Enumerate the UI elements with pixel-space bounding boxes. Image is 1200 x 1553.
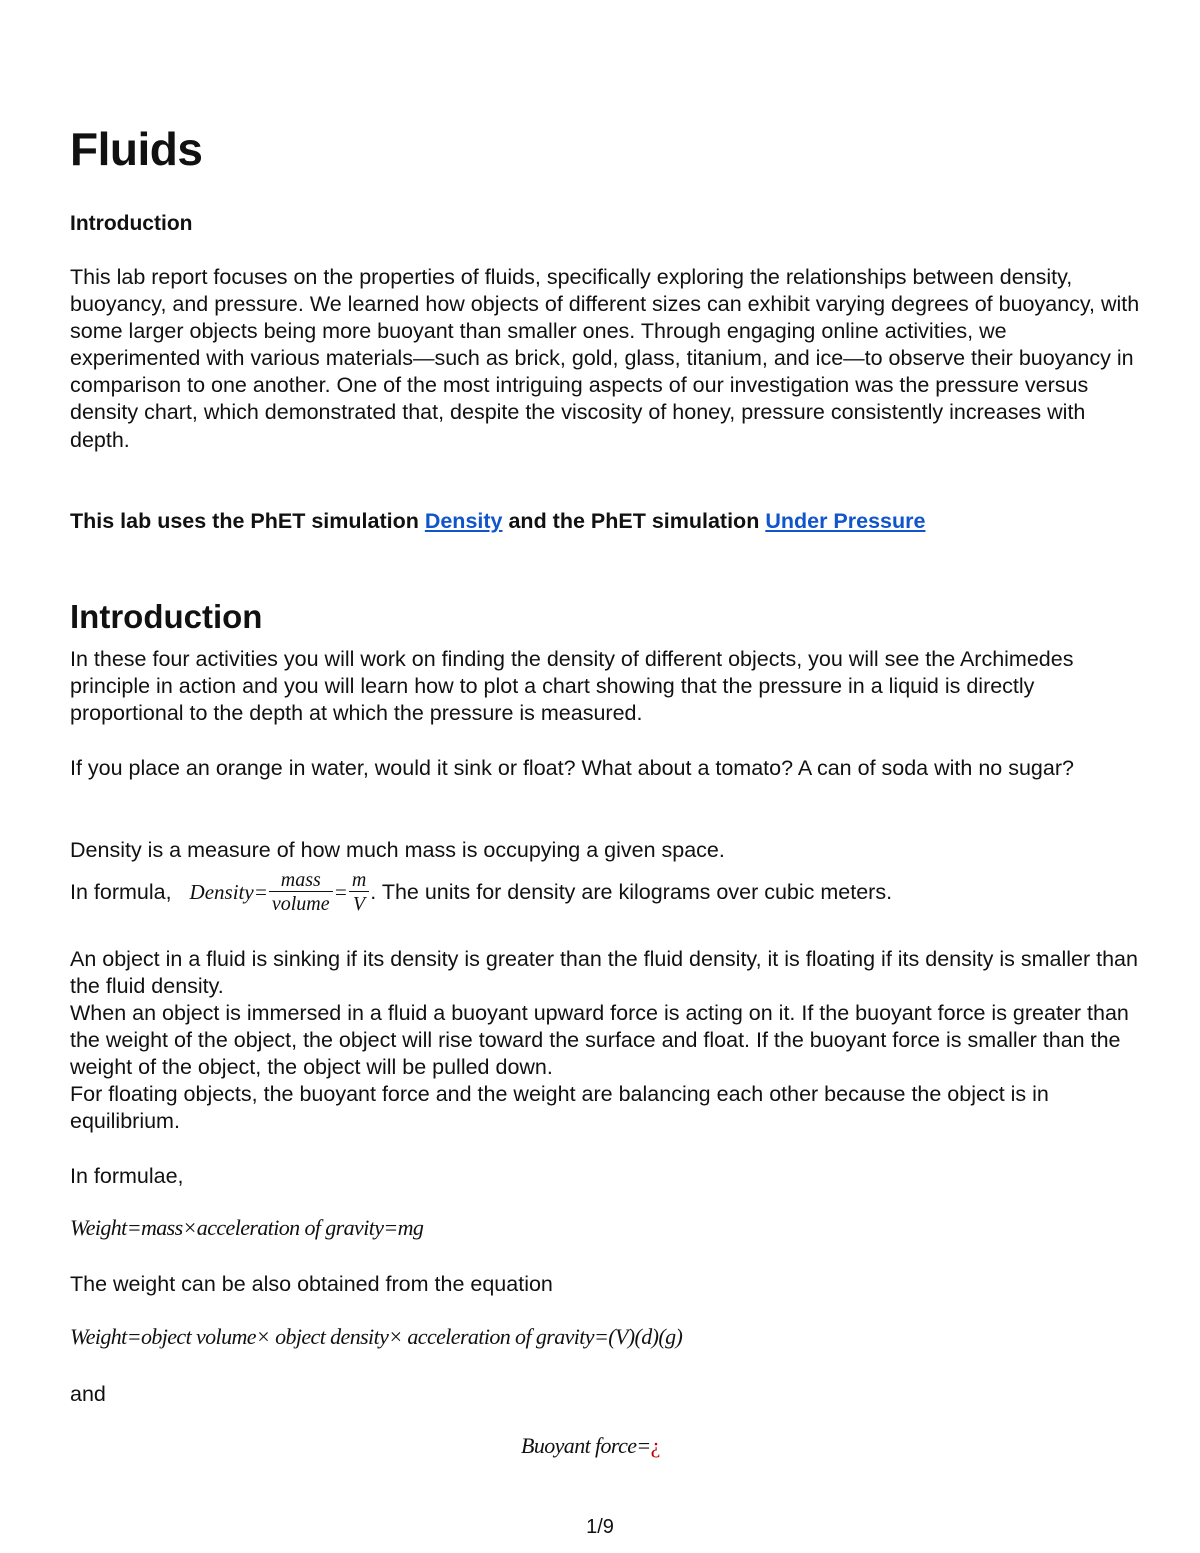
buoyant-force-paragraph: When an object is immersed in a fluid a buoyant upward force is acting on it. If the buoyant force is greater than the weight of the object, the object will rise toward the surface and float. If the buoyant force is smaller than the weight of the object, the object will be pulled down. (70, 1001, 1129, 1080)
formula-equals-2: = (333, 879, 348, 904)
buoyant-force-equation (521, 1433, 660, 1459)
activities-paragraph: In these four activities you will work on finding the density of different objects, you will see the Archimedes principle in action and you will learn how to plot a chart showing that the pressure in a liquid is directly proportional to the depth at which the pressure is measured. (70, 647, 1074, 726)
weight-alt-sentence: The weight can be also obtained from the equation (70, 1272, 553, 1296)
m-over-v-fraction (349, 869, 369, 916)
formula-density-label: Density (189, 879, 254, 904)
section-heading: Introduction (70, 598, 263, 635)
buoyant-force-lhs: Buoyant force= (521, 1433, 651, 1458)
under-pressure-link[interactable]: Under Pressure (765, 509, 926, 533)
formula-equals-1: = (253, 879, 268, 904)
simulation-line-prefix: This lab uses the PhET simulation (70, 509, 425, 533)
page-number: 1/9 (586, 1516, 614, 1538)
formula-suffix: . The units for density are kilograms over cubic meters. (370, 879, 893, 904)
simulation-line (70, 509, 925, 534)
fraction-denominator-v: V (352, 892, 366, 915)
sinking-paragraph: An object in a fluid is sinking if its density is greater than the fluid density, it is floating if its density is smaller than the fluid density. (70, 947, 1138, 999)
simulation-line-middle: and the PhET simulation (502, 509, 766, 533)
orange-question-paragraph: If you place an orange in water, would it sink or float? What about a tomato? A can of soda with no sugar? (70, 756, 1074, 780)
weight-equation-2: Weight=object volume× object density× acceleration of gravity=(V)(d)(g) (70, 1324, 683, 1349)
fraction-numerator-m: m (349, 869, 369, 892)
density-definition: Density is a measure of how much mass is occupying a given space. (70, 838, 725, 862)
mass-over-volume-fraction (269, 869, 333, 916)
and-text: and (70, 1382, 106, 1406)
document-title: Fluids (70, 123, 203, 175)
fraction-numerator-mass: mass (269, 869, 333, 892)
fraction-denominator-volume: volume (271, 892, 330, 915)
density-link[interactable]: Density (424, 509, 503, 533)
weight-equation-1: Weight=mass×acceleration of gravity=mg (70, 1215, 424, 1240)
intro-label: Introduction (70, 212, 193, 235)
density-formula-line (70, 864, 892, 920)
equilibrium-paragraph: For floating objects, the buoyant force and the weight are balancing each other because the object is in equilibrium. (70, 1082, 1049, 1134)
intro-paragraph: This lab report focuses on the properties of fluids, specifically exploring the relationships between density, buoyancy, and pressure. We learned how objects of different sizes can exhibit varying degrees of buoyancy, with some larger objects being more buoyant than smaller ones. Through engaging online activities, we experimented with various materials—such as brick, gold, glass, titanium, and ice—to observe their buoyancy in comparison to one another. One of the most intriguing aspects of our investigation was the pressure versus density chart, which demonstrated that, despite the viscosity of honey, pressure consistently increases with depth. (70, 265, 1140, 452)
formula-prefix: In formula, (70, 879, 178, 904)
buoyant-force-rhs: ¿ (650, 1433, 660, 1458)
formulae-label: In formulae, (70, 1164, 184, 1188)
